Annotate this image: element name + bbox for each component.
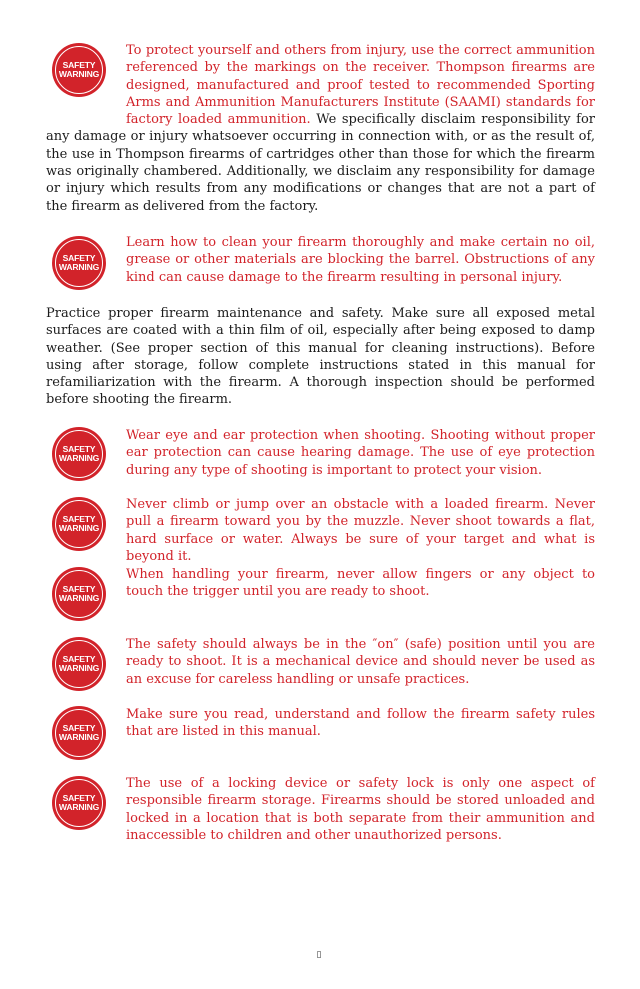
safety-warning-icon: SAFETY WARNING [52, 776, 106, 830]
safety-warning-icon: SAFETY WARNING [52, 43, 106, 97]
ammunition-disclaimer-text: We specifically disclaim responsibility for any damage or injury whatsoever occurring in connection with, or as the result of, the use in Thompson firearms of cartridges other than those for which the firearm was originally chambered. Additionally, we disclaim any responsibility for damage or injury which results from any modifications or changes that are not a part of the firearm as delivered from the factory. [46, 112, 595, 214]
safety-warning-icon: SAFETY WARNING [52, 567, 106, 621]
safety-warning-icon: SAFETY WARNING [52, 706, 106, 760]
locking-device-warning-text: The use of a locking device or safety lock is only one aspect of responsible firearm storage. Firearms should be stored unloaded and locked in a location that is both separate from their ammunition and inaccessible to children and other unauthorized persons. [126, 776, 595, 843]
eye-ear-protection-warning-text: Wear eye and ear protection when shooting. Shooting without proper ear protection can cause hearing damage. The use of eye protection during any type of shooting is important to protect your vision. [126, 428, 595, 478]
ammunition-warning-paragraph [46, 42, 595, 215]
cleaning-warning-text: Learn how to clean your firearm thoroughly and make certain no oil, grease or other materials are blocking the barrel. Obstructions of any kind can cause damage to the firearm resulting in personal injury. [126, 235, 595, 285]
safety-warning-icon: SAFETY WARNING [52, 236, 106, 290]
safety-position-warning-text: The safety should always be in the ″on″ (safe) position until you are ready to shoot. It is a mechanical device and should never be used as an excuse for careless handling or unsafe practices. [126, 637, 595, 687]
ammunition-warning-text: To protect yourself and others from injury, use the correct ammunition referenced by the markings on the receiver. Thompson firearms are designed, manufactured and proof tested to recommended Sporting Arms and Ammunition Manufacturers Institute (SAAMI) standards for factory loaded ammunition. [126, 43, 595, 128]
read-rules-warning-text: Make sure you read, understand and follow the firearm safety rules that are listed in this manual. [126, 707, 595, 740]
safety-warning-icon: SAFETY WARNING [52, 637, 106, 691]
obstacle-muzzle-warning-text: Never climb or jump over an obstacle with a loaded firearm. Never pull a firearm toward you by the muzzle. Never shoot towards a flat, hard surface or water. Always be sure of your target and what is beyond it. [126, 497, 595, 564]
safety-warning-icon: SAFETY WARNING [52, 427, 106, 481]
trigger-warning-text: When handling your firearm, never allow fingers or any object to touch the trigger until you are ready to shoot. [126, 567, 595, 600]
page-number: ▯ [316, 950, 322, 960]
maintenance-paragraph: Practice proper firearm maintenance and safety. Make sure all exposed metal surfaces are coated with a thin film of oil, especially after being exposed to damp weather. (See proper section of this manual for cleaning instructions). Before using after storage, follow complete instructions stated in this manual for refamiliarization with the firearm. A thorough inspection should be performed before shooting the firearm. [46, 306, 595, 408]
safety-warning-icon: SAFETY WARNING [52, 497, 106, 551]
